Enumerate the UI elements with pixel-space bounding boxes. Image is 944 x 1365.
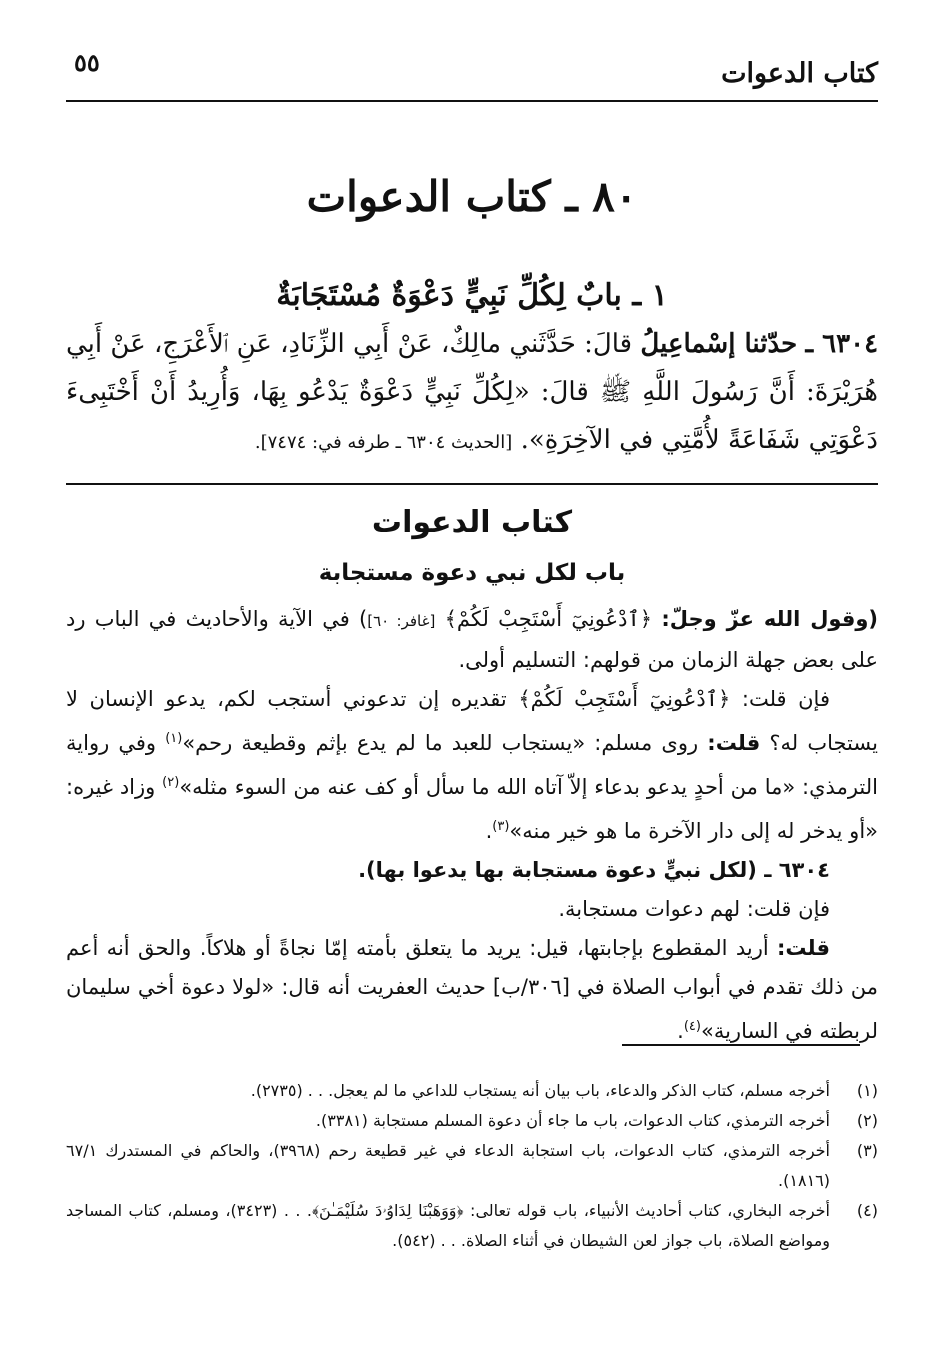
footnote [66, 1076, 878, 1106]
footnote-ref-1[interactable]: (١) [165, 731, 183, 746]
commentary-chapter: باب لكل نبي دعوة مستجابة [318, 560, 626, 586]
footnotes [66, 1076, 878, 1256]
running-title: كتاب الدعوات [721, 58, 878, 89]
commentary-paragraph-5 [66, 929, 878, 1051]
p5-end: . [677, 1019, 684, 1043]
p2-b: تقديره إن تدعوني أستجب لكم، يدعو الإنسان لا يستجاب له؟ [66, 687, 878, 755]
p2-end: . [485, 819, 493, 843]
p1-ref: [غافر: ٦٠] [367, 612, 436, 630]
commentary-body [66, 600, 878, 1051]
footnote-number: (٢) [856, 1111, 878, 1130]
hadith-text [66, 320, 878, 467]
p1-bold: (وقول الله عزّ وجلّ: [661, 607, 878, 631]
p2-d: وفي رواية الترمذي: «ما من أحدٍ يدعو بدعاء إلاّ آتاه الله ما سأل أو كف عنه من السوء مثله» [66, 731, 878, 799]
hadith-number: ٦٣٠٤ ـ [805, 329, 879, 359]
commentary-paragraph-3 [66, 851, 878, 890]
p5-qult: قلت: [777, 936, 830, 960]
commentary-paragraph-4: فإن قلت: لهم دعوات مستجابة. [558, 897, 830, 921]
footnote-ref-2[interactable]: (٢) [162, 775, 180, 790]
chapter-title: ١ ـ بابٌ لِكُلِّ نَبِيٍّ دَعْوَةٌ مُسْتَجَابَةٌ [276, 278, 668, 313]
p2-qult: قلت: [707, 731, 761, 755]
p2-c: روى مسلم: «يستجاب للعبد ما لم يدع بإثم وقطيعة رحم» [182, 731, 699, 755]
commentary-paragraph-1 [66, 600, 878, 680]
footnote [66, 1106, 878, 1136]
header-divider [66, 100, 878, 102]
p1-rest: ) في الآية والأحاديث في الباب رد على بعض جهلة الزمان من قولهم: التسليم أولى. [66, 607, 878, 672]
footnote-ref-4[interactable]: (٤) [683, 1019, 701, 1034]
commentary-paragraph-2 [66, 680, 878, 851]
commentary-title: كتاب الدعوات [371, 505, 573, 540]
section-divider [66, 483, 878, 485]
footnote-divider [622, 1044, 860, 1046]
footnote [66, 1136, 878, 1196]
hadith-reference: [الحديث ٦٣٠٤ ـ طرفه في: ٧٤٧٤]. [254, 432, 513, 453]
footnote-text: أخرجه الترمذي، كتاب الدعوات، باب ما جاء أن دعوة المسلم مستجابة (٣٣٨١). [315, 1111, 830, 1130]
footnote-text: أخرجه البخاري، كتاب أحاديث الأنبياء، باب قوله تعالى: ﴿وَوَهَبْنَا لِدَاوُۥدَ سُلَيْمَـٰنَ﴾. . . (٣٤٢٣)، ومسلم، كتاب المساجد ومواضع الصلاة، باب جواز لعن الشيطان في أثناء الصلاة. . . (٥٤٢). [66, 1201, 831, 1250]
footnote-number: (٤) [856, 1201, 878, 1220]
p2-a: فإن قلت: [741, 687, 830, 711]
footnote-text: أخرجه الترمذي، كتاب الدعوات، باب استجابة الدعاء في غير قطيعة رحم (٣٩٦٨)، والحاكم في المستدرك ٦٧/١ (١٨١٦). [66, 1141, 830, 1190]
running-header [66, 44, 878, 100]
footnote-number: (١) [856, 1081, 878, 1100]
book-title: ٨٠ ـ كتاب الدعوات [306, 172, 638, 221]
p2-e: وزاد غيره: «أو يدخر له إلى دار الآخرة ما هو خير منه» [66, 775, 878, 843]
p5-a: أريد المقطوع بإجابتها، قيل: يريد ما يتعلق بأمته إمّا نجاةً أو هلاكاً. والحق أنه أعم من ذلك تقدم في أبواب الصلاة في [٣٠٦/ب] حديث العفريت أنه قال: «لولا دعوة أخي سليمان لربطته في السارية» [66, 936, 878, 1043]
isnad-head: حدّثنا إسْماعِيلُ [640, 329, 798, 359]
p2-quran: ﴿ٱدْعُونِيٓ أَسْتَجِبْ لَكُمْ﴾ [518, 687, 731, 711]
footnote-text: أخرجه مسلم، كتاب الذكر والدعاء، باب بيان أنه يستجاب للداعي ما لم يعجل. . . (٢٧٣٥). [250, 1081, 830, 1100]
footnote [66, 1196, 878, 1256]
hadith-body: قالَ: حَدَّثَني مالِكٌ، عَنْ أَبِي الزِّنَادِ، عَنِ ٱلأَعْرَجِ، عَنْ أَبِي هُرَيْرَةَ: أَنَّ رَسُولَ اللَّهِ ﷺ قالَ: «لِكُلِّ نَبِيٍّ دَعْوَةٌ يَدْعُو بِهَا، وَأُرِيدُ أَنْ أَخْتَبِىءَ دَعْوَتِي شَفَاعَةً لأُمَّتِي في الآخِرَةِ». [66, 329, 878, 455]
p3-bold: ٦٣٠٤ ـ (لكل نبيٍّ دعوة مستجابة بها يدعوا بها). [358, 858, 830, 882]
p1-quran: ﴿ٱدْعُونِيٓ أَسْتَجِبْ لَكُمْ﴾ [444, 607, 653, 631]
footnote-number: (٣) [856, 1141, 878, 1160]
page-number: ٥٥ [74, 48, 100, 77]
footnote-ref-3[interactable]: (٣) [492, 819, 510, 834]
